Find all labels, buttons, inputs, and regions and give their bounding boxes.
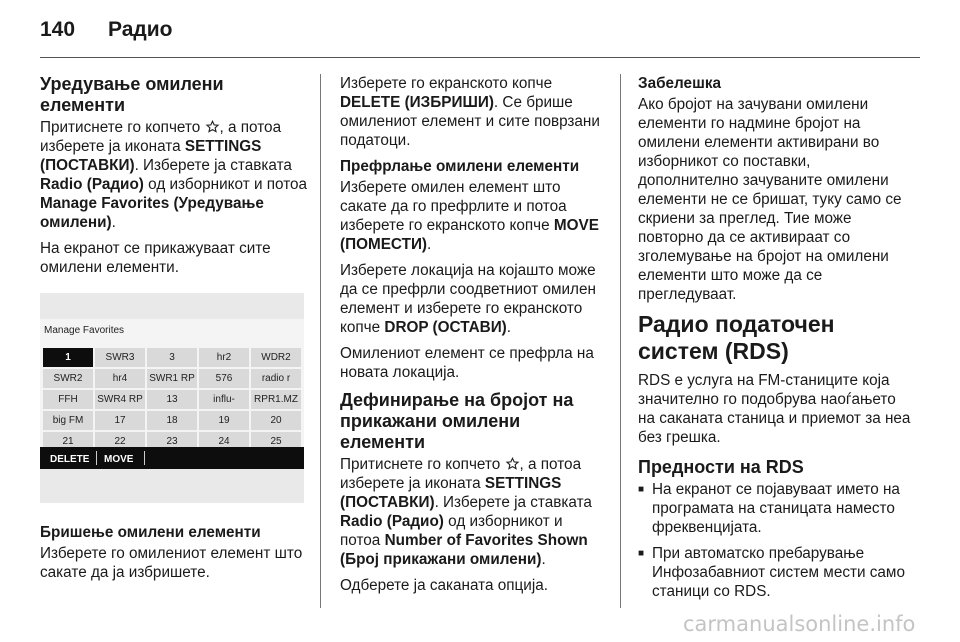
- favorite-slot[interactable]: 1: [43, 348, 93, 367]
- heading-rds-advantages: Предности на RDS: [638, 457, 804, 477]
- favorite-slot[interactable]: 24: [199, 432, 249, 451]
- favorite-slot[interactable]: SWR2: [43, 369, 93, 388]
- favorite-slot[interactable]: hr4: [95, 369, 145, 388]
- note-text: Ако бројот на зачувани омилени елементи го надмине бројот на омилени елементи активирани во изборникот со поставки, дополнително зачуваните омилени елементи не се бришат, туку само се скриени за преглед. Тие може повторно да се активираат со зголемување на бројот на омилени елементи што може да се прегледуваат.: [638, 96, 902, 303]
- paragraph: Изберете локација на којашто може да се префрли соодветниот омилен елемент и изберете го екранското копче DROP (ОСТАВИ).: [340, 262, 596, 336]
- column-3: [638, 74, 912, 608]
- section-title: Радио: [108, 18, 173, 41]
- favorite-slot[interactable]: big FM: [43, 411, 93, 430]
- paragraph: Притиснете го копчето , а потоа изберете ја иконата SETTINGS (ПОСТАВКИ). Изберете ја ставката Radio (Радио) од изборникот и потоа Manage Favorites (Уредување омилени).: [40, 119, 308, 231]
- favorite-slot[interactable]: 17: [95, 411, 145, 430]
- favorite-slot[interactable]: 576: [199, 369, 249, 388]
- favorite-slot[interactable]: WDR2: [251, 348, 301, 367]
- delete-button[interactable]: DELETE: [50, 454, 90, 465]
- favorite-slot[interactable]: 22: [95, 432, 145, 451]
- grid-row: [42, 410, 302, 431]
- page-header: [40, 14, 920, 54]
- favorite-slot[interactable]: influ-: [199, 390, 249, 409]
- favorite-slot[interactable]: 23: [147, 432, 197, 451]
- column-1: [40, 74, 308, 589]
- favorite-slot[interactable]: 21: [43, 432, 93, 451]
- heading-rds: Радио податочен систем (RDS): [638, 311, 835, 364]
- list-item: ■ На екранот се појавуваат името на програмата на станицата наместо фреквенцијата.: [638, 481, 900, 536]
- grid-row: [42, 347, 302, 368]
- manage-favorites-screen: [40, 319, 304, 469]
- heading-delete-favorites: Бришење омилени елементи: [40, 524, 261, 541]
- paragraph: Одберете ја саканата опција.: [340, 577, 548, 594]
- favorite-slot[interactable]: SWR1 RP: [147, 369, 197, 388]
- favorite-star-icon: [205, 120, 220, 134]
- paragraph: Омилениот елемент се префрла на новата локација.: [340, 345, 594, 381]
- favorites-grid: [42, 347, 302, 452]
- column-divider: [320, 74, 321, 608]
- column-2: [340, 74, 604, 602]
- favorite-slot[interactable]: RPR1.MZ: [251, 390, 301, 409]
- heading-edit-favorites: Уредување омилени елементи: [40, 74, 224, 115]
- paragraph: На екранот се прикажуваат сите омилени елементи.: [40, 240, 271, 276]
- heading-move-favorites: Префрлање омилени елементи: [340, 158, 580, 175]
- paragraph: Изберете омилен елемент што сакате да го префрлите и потоа изберете го екранското копче MOVE (ПОМЕСТИ).: [340, 179, 599, 253]
- favorite-star-icon: [505, 457, 520, 471]
- grid-row: [42, 368, 302, 389]
- screen-title: Manage Favorites: [44, 325, 125, 336]
- paragraph: Изберете го екранското копче DELETE (ИЗБРИШИ). Се брише омилениот елемент и сите поврзани податоци.: [340, 75, 600, 149]
- column-divider: [620, 74, 621, 608]
- paragraph: Притиснете го копчето , а потоа изберете ја иконата SETTINGS (ПОСТАВКИ). Изберете ја ставката Radio (Радио) од изборникот и потоа Number of Favorites Shown (Број прикажани омилени).: [340, 456, 592, 568]
- favorite-slot[interactable]: 25: [251, 432, 301, 451]
- heading-define-number: Дефинирање на бројот на прикажани омилени елементи: [340, 390, 574, 452]
- paragraph: RDS е услуга на FM-станиците која значително го подобрува наоѓањето на саканата станица и приемот за неа без грешка.: [638, 372, 911, 446]
- list-item: ■ При автоматско пребарување Инфозабавниот систем мести само станици со RDS.: [638, 545, 905, 600]
- favorite-slot[interactable]: FFH: [43, 390, 93, 409]
- move-button[interactable]: MOVE: [104, 454, 134, 465]
- note-title: Забелешка: [638, 75, 721, 92]
- favorite-slot[interactable]: 13: [147, 390, 197, 409]
- favorite-slot[interactable]: 18: [147, 411, 197, 430]
- bar-separator: [144, 451, 145, 465]
- favorite-slot[interactable]: radio r: [251, 369, 301, 388]
- favorite-slot[interactable]: 3: [147, 348, 197, 367]
- watermark: carmanualsonline.info: [683, 612, 916, 636]
- favorite-slot[interactable]: 20: [251, 411, 301, 430]
- header-rule: [40, 57, 920, 58]
- favorite-slot[interactable]: hr2: [199, 348, 249, 367]
- screen-image: [40, 293, 304, 503]
- page-number: 140: [40, 18, 76, 41]
- grid-row: [42, 389, 302, 410]
- screen-bottom-bar: [40, 447, 304, 469]
- favorite-slot[interactable]: SWR4 RP: [95, 390, 145, 409]
- paragraph: Изберете го омилениот елемент што сакате да ја избришете.: [40, 545, 303, 581]
- bullet-square-icon: ■: [638, 484, 645, 495]
- favorite-slot[interactable]: 19: [199, 411, 249, 430]
- bar-separator: [96, 451, 97, 465]
- favorite-slot[interactable]: SWR3: [95, 348, 145, 367]
- bullet-square-icon: ■: [638, 548, 645, 559]
